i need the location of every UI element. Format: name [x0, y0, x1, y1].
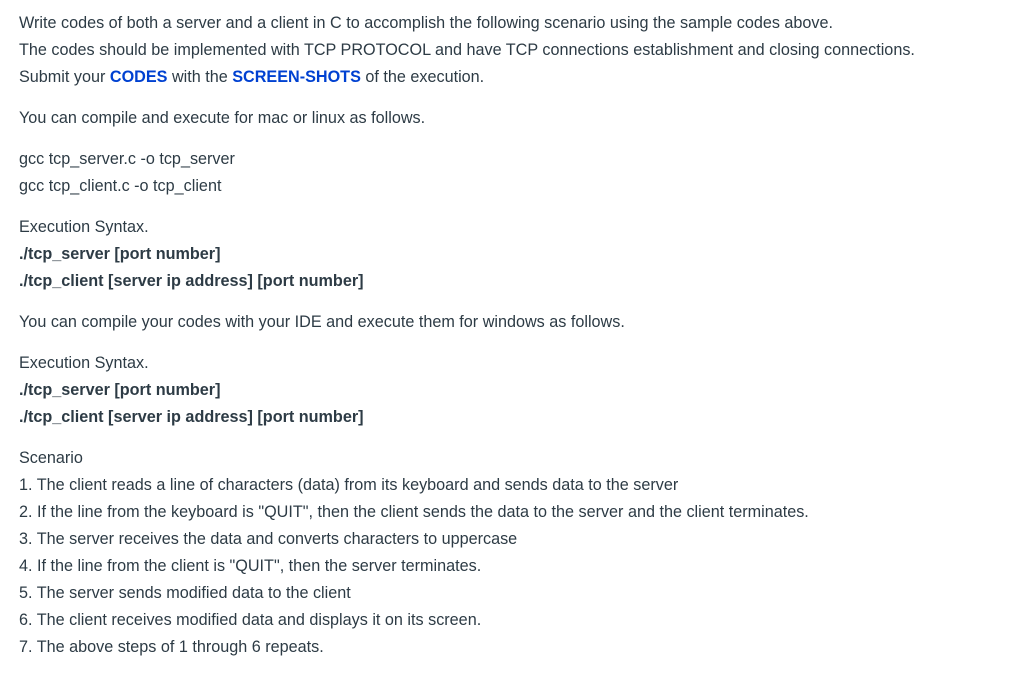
- compile-unix-heading: You can compile and execute for mac or linux as follows.: [19, 109, 426, 127]
- syntax-unix-client: ./tcp_client [server ip address] [port number]: [19, 272, 364, 290]
- scenario-step: 4. If the line from the client is "QUIT", then the server terminates.: [19, 557, 482, 575]
- scenario-step: 5. The server sends modified data to the client: [19, 584, 351, 602]
- submit-line: [19, 64, 1036, 91]
- syntax-unix-server: ./tcp_server [port number]: [19, 245, 221, 263]
- compile-windows-heading: You can compile your codes with your IDE and execute them for windows as follows.: [19, 313, 625, 331]
- syntax-unix-heading: Execution Syntax.: [19, 218, 149, 236]
- submit-middle: with the: [167, 68, 233, 86]
- scenario-step: 6. The client receives modified data and displays it on its screen.: [19, 611, 482, 629]
- syntax-windows-server: ./tcp_server [port number]: [19, 381, 221, 399]
- compile-client-command: gcc tcp_client.c -o tcp_client: [19, 177, 222, 195]
- scenario-step: 2. If the line from the keyboard is "QUIT", then the client sends the data to the server and the client terminates.: [19, 503, 809, 521]
- scenario-step: 3. The server receives the data and converts characters to uppercase: [19, 530, 518, 548]
- syntax-windows-heading: Execution Syntax.: [19, 354, 149, 372]
- codes-emphasis: CODES: [109, 68, 168, 86]
- scenario-step: 1. The client reads a line of characters (data) from its keyboard and sends data to the server: [19, 476, 679, 494]
- submit-suffix: of the execution.: [360, 68, 485, 86]
- syntax-windows-client: ./tcp_client [server ip address] [port number]: [19, 408, 364, 426]
- submit-prefix: Submit your: [19, 68, 110, 86]
- scenario-step: 7. The above steps of 1 through 6 repeats.: [19, 638, 324, 656]
- intro-line-2: The codes should be implemented with TCP PROTOCOL and have TCP connections establishment and closing connections.: [19, 41, 915, 59]
- intro-line-1: Write codes of both a server and a client in C to accomplish the following scenario using the sample codes above.: [19, 14, 834, 32]
- compile-server-command: gcc tcp_server.c -o tcp_server: [19, 150, 235, 168]
- screenshots-emphasis: SCREEN-SHOTS: [232, 68, 361, 86]
- scenario-heading: Scenario: [19, 449, 83, 467]
- scenario-steps-list: [19, 472, 1036, 661]
